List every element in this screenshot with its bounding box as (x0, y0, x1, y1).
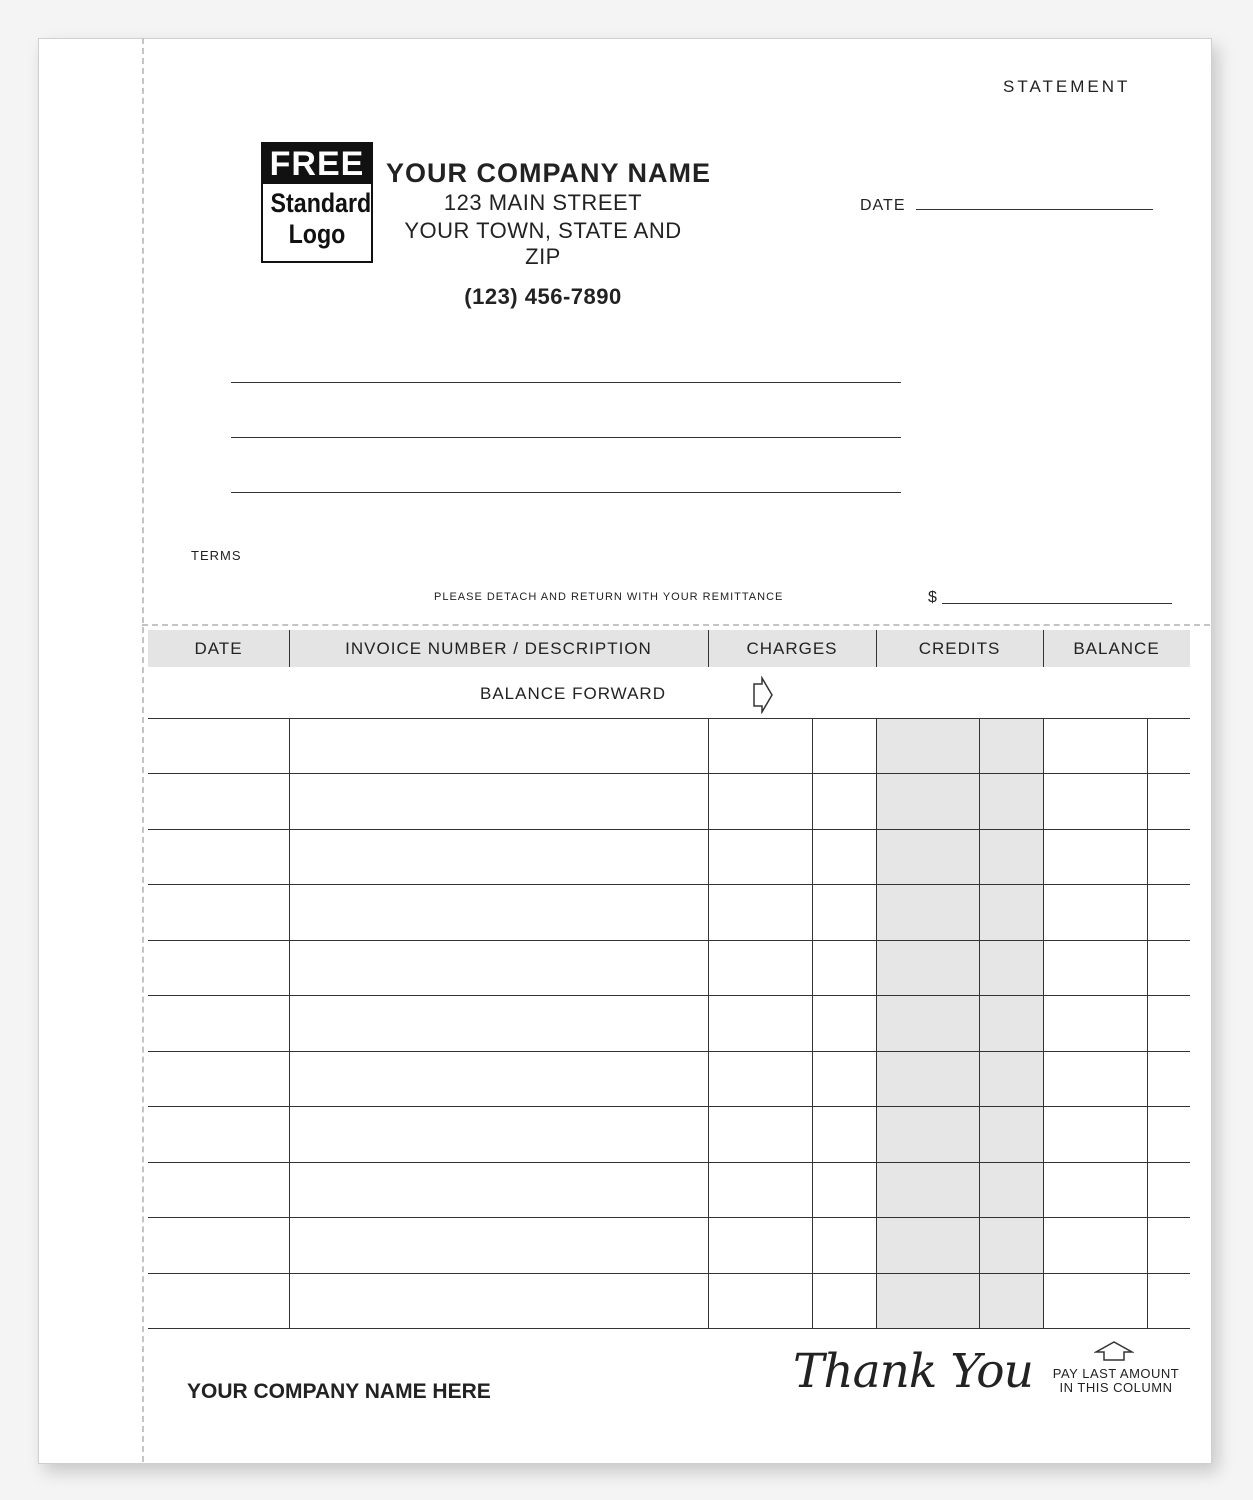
header-credits: CREDITS (918, 639, 1001, 658)
arrow-up-icon (1094, 1340, 1134, 1362)
terms-label: TERMS (191, 548, 242, 563)
header-date: DATE (194, 639, 243, 658)
pay-note-line-2: IN THIS COLUMN (1059, 1380, 1173, 1395)
date-field[interactable] (916, 209, 1153, 210)
dollar-sign: $ (928, 589, 937, 606)
header-charges: CHARGES (746, 639, 838, 658)
header-balance: BALANCE (1073, 639, 1160, 658)
table-row-line (148, 773, 1190, 774)
company-phone: (123) 456-7890 (464, 284, 622, 309)
charges-cents-divider (812, 718, 813, 1328)
table-row-line (148, 1273, 1190, 1274)
balance-cents-divider (1147, 718, 1148, 1328)
footer-company-name: YOUR COMPANY NAME HERE (187, 1380, 491, 1403)
arrow-right-icon (752, 676, 774, 714)
address-line-1[interactable] (231, 382, 901, 383)
table-row-line (148, 995, 1190, 996)
table-row-line (148, 1162, 1190, 1163)
table-row-line (148, 1106, 1190, 1107)
logo-text (270, 188, 372, 250)
header-divider (289, 630, 290, 667)
detach-note: PLEASE DETACH AND RETURN WITH YOUR REMITTANCE (434, 591, 784, 603)
table-row-line (148, 1328, 1190, 1329)
pay-note-line-1: PAY LAST AMOUNT (1052, 1366, 1180, 1381)
header-description: INVOICE NUMBER / DESCRIPTION (345, 639, 652, 658)
address-line-2[interactable] (231, 437, 901, 438)
logo-line-2: Logo (288, 219, 346, 249)
header-divider (1043, 630, 1044, 667)
header-divider (876, 630, 877, 667)
table-row-line (148, 829, 1190, 830)
form-title: STATEMENT (1003, 77, 1131, 96)
header-divider (708, 630, 709, 667)
address-line-3[interactable] (231, 492, 901, 493)
thank-you-script: Thank You (793, 1344, 1033, 1399)
credits-cents-divider (979, 718, 980, 1328)
detach-perforation (142, 624, 1210, 626)
column-divider (1043, 718, 1044, 1328)
stub-perforation (142, 38, 144, 1462)
company-name: YOUR COMPANY NAME (386, 158, 712, 188)
standard-logo (261, 142, 373, 263)
credits-column-shade (876, 718, 1043, 1328)
table-row-line (148, 940, 1190, 941)
logo-line-1: Standard (270, 188, 372, 218)
column-divider (289, 718, 290, 1328)
column-divider (876, 718, 877, 1328)
balance-forward-label: BALANCE FORWARD (480, 684, 666, 703)
table-row-line (148, 1217, 1190, 1218)
remittance-amount-field[interactable] (942, 603, 1172, 604)
pay-last-amount-note (1046, 1367, 1186, 1395)
logo-free-text: FREE (263, 144, 371, 184)
company-street: 123 MAIN STREET (443, 190, 643, 215)
table-row-line (148, 718, 1190, 719)
table-row-line (148, 1051, 1190, 1052)
company-town: YOUR TOWN, STATE AND ZIP (404, 218, 682, 269)
date-label: DATE (860, 197, 906, 214)
table-row-line (148, 884, 1190, 885)
column-divider (708, 718, 709, 1328)
